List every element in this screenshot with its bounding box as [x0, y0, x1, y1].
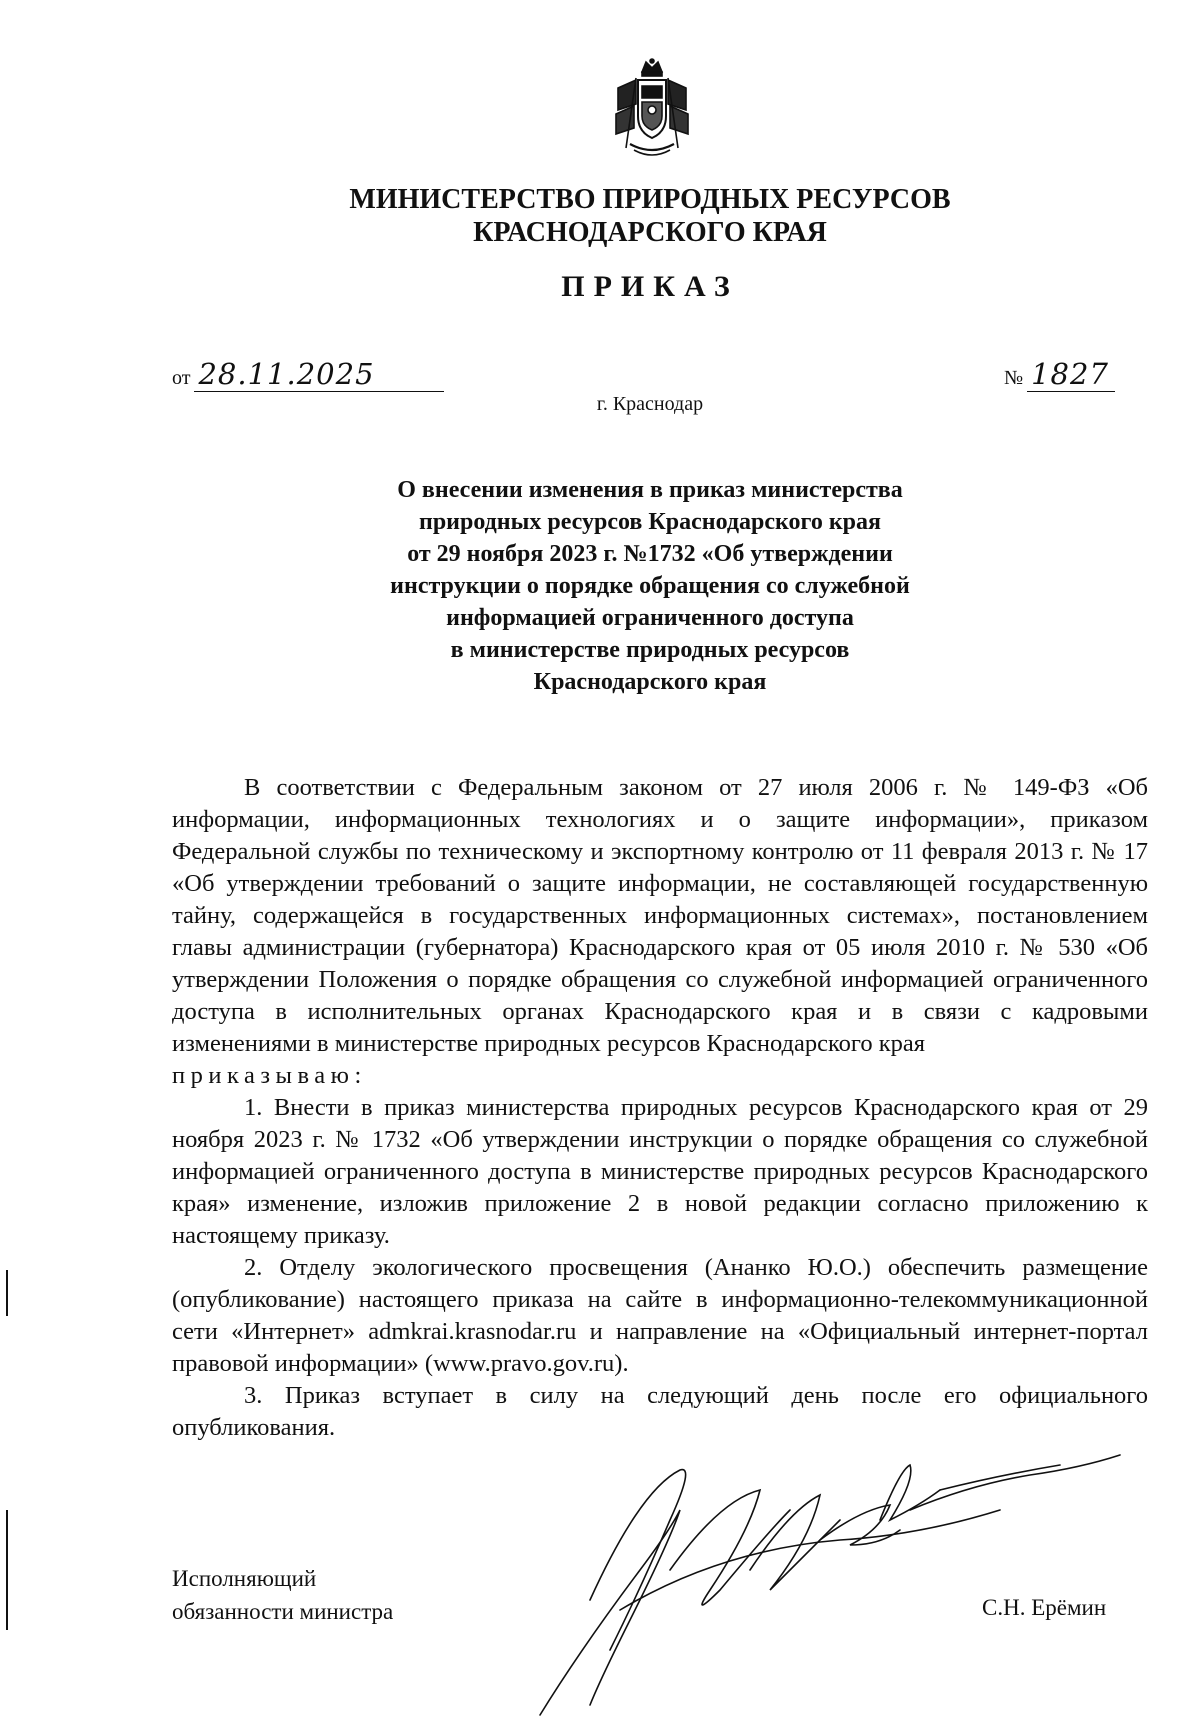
date-prefix-label: от — [172, 367, 191, 389]
position-line-1: Исполняющий — [172, 1566, 317, 1591]
document-type-heading: ПРИКАЗ — [561, 270, 739, 303]
ministry-name — [300, 183, 1000, 249]
margin-mark — [6, 1270, 8, 1316]
title-line: информацией ограниченного доступа — [446, 605, 854, 631]
preamble-paragraph: В соответствии с Федеральным законом от 27 июля 2006 г. № 149-ФЗ «Об информации, информационных технологиях и о защите информации», приказом Федеральной службы по техническому и экспортному контролю от 11 февраля 2013 г. № 17 «Об утверждении требований о защите информации, не составляющей государственную тайну, содержащейся в государственных информационных системах», постановлением главы администрации (губернатора) Краснодарского края от 05 июля 2010 г. № 530 «Об утверждении Положения о порядке обращения со служебной информацией ограниченного доступа в исполнительных органах Краснодарского края и в связи с кадровыми изменениями в министерстве природных ресурсов Краснодарского края — [172, 774, 1148, 1057]
number-prefix-label: № — [1004, 367, 1024, 389]
order-item-1: 1. Внести в приказ министерства природных ресурсов Краснодарского края от 29 ноября 2023 г. № 1732 «Об утверждении инструкции о порядке обращения со служебной информацией ограниченного доступа в министерстве природных ресурсов Краснодарского края» изменение, изложив приложение 2 в новой редакции согласно приложению к настоящему приказу. — [172, 1094, 1148, 1249]
order-number — [1004, 357, 1115, 392]
order-title — [300, 474, 1000, 698]
title-line: инструкции о порядке обращения со служебной — [390, 573, 910, 599]
signatory-name: С.Н. Ерёмин — [982, 1595, 1107, 1620]
title-line: природных ресурсов Краснодарского края — [418, 509, 881, 535]
order-date — [172, 357, 444, 392]
handwritten-date: 28.11.2025 — [194, 357, 444, 392]
ministry-line-1: МИНИСТЕРСТВО ПРИРОДНЫХ РЕСУРСОВ — [349, 184, 951, 215]
handwritten-number: 1827 — [1027, 357, 1115, 392]
order-item-3: 3. Приказ вступает в силу на следующий день после его официального опубликования. — [172, 1382, 1148, 1441]
title-line: О внесении изменения в приказ министерства — [397, 477, 903, 503]
order-item-2: 2. Отделу экологического просвещения (Ананко Ю.О.) обеспечить размещение (опубликование) настоящего приказа на сайте в информационно-телекоммуникационной сети «Интернет» admkrai.krasnodar.ru и направление на «Официальный интернет-портал правовой информации» (www.pravo.gov.ru). — [172, 1254, 1148, 1377]
order-body — [172, 772, 1148, 1444]
signatory-position — [172, 1562, 393, 1628]
ministry-line-2: КРАСНОДАРСКОГО КРАЯ — [473, 217, 827, 248]
handwritten-signature — [520, 1450, 1140, 1720]
position-line-2: обязанности министра — [172, 1599, 394, 1624]
coat-of-arms-icon — [612, 58, 692, 160]
title-line: в министерстве природных ресурсов — [450, 637, 850, 663]
title-line: от 29 ноября 2023 г. №1732 «Об утверждении — [407, 541, 893, 567]
margin-mark — [6, 1510, 8, 1630]
order-directive-word: приказываю: — [172, 1062, 367, 1089]
city-label: г. Краснодар — [596, 393, 704, 415]
title-line: Краснодарского края — [533, 669, 767, 695]
